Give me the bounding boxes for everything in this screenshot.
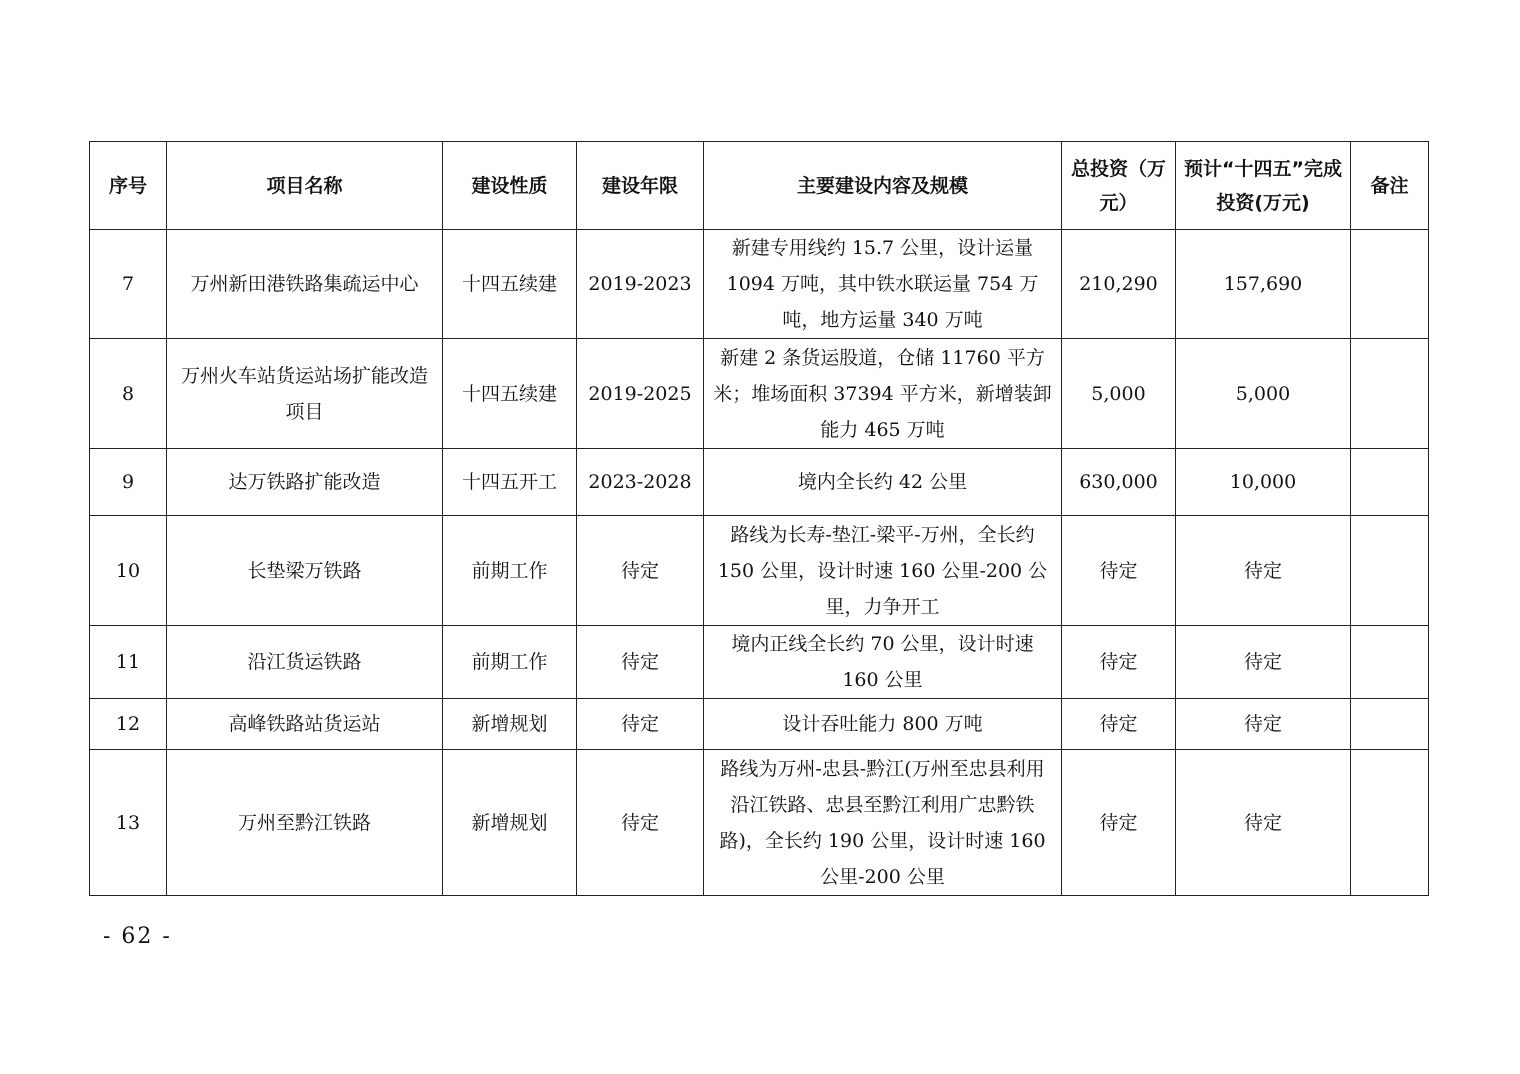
- cell-remark: [1351, 516, 1429, 626]
- cell-total-investment: 待定: [1062, 516, 1176, 626]
- cell-seq: 10: [90, 516, 167, 626]
- cell-period: 待定: [577, 516, 704, 626]
- cell-total-investment: 待定: [1062, 750, 1176, 896]
- cell-name: 沿江货运铁路: [167, 626, 443, 699]
- cell-name: 万州火车站货运站场扩能改造项目: [167, 339, 443, 449]
- table-row: [90, 750, 1429, 896]
- header-seq: 序号: [90, 142, 167, 230]
- cell-planned-investment: 10,000: [1176, 449, 1351, 516]
- cell-total-investment: 630,000: [1062, 449, 1176, 516]
- cell-seq: 7: [90, 230, 167, 339]
- header-nature: 建设性质: [443, 142, 577, 230]
- cell-nature: 新增规划: [443, 750, 577, 896]
- header-total-investment: 总投资（万元）: [1062, 142, 1176, 230]
- cell-planned-investment: 5,000: [1176, 339, 1351, 449]
- cell-remark: [1351, 626, 1429, 699]
- cell-remark: [1351, 339, 1429, 449]
- cell-remark: [1351, 750, 1429, 896]
- cell-name: 长垫梁万铁路: [167, 516, 443, 626]
- cell-content: 境内全长约 42 公里: [704, 449, 1062, 516]
- cell-nature: 新增规划: [443, 699, 577, 750]
- table-row: [90, 626, 1429, 699]
- cell-seq: 9: [90, 449, 167, 516]
- cell-planned-investment: 待定: [1176, 516, 1351, 626]
- cell-name: 高峰铁路站货运站: [167, 699, 443, 750]
- cell-planned-investment: 待定: [1176, 750, 1351, 896]
- cell-remark: [1351, 230, 1429, 339]
- header-name: 项目名称: [167, 142, 443, 230]
- cell-nature: 十四五开工: [443, 449, 577, 516]
- cell-seq: 12: [90, 699, 167, 750]
- cell-seq: 8: [90, 339, 167, 449]
- cell-remark: [1351, 449, 1429, 516]
- cell-planned-investment: 待定: [1176, 626, 1351, 699]
- page-number: - 62 -: [103, 924, 172, 949]
- cell-name: 万州至黔江铁路: [167, 750, 443, 896]
- header-content: 主要建设内容及规模: [704, 142, 1062, 230]
- cell-nature: 十四五续建: [443, 339, 577, 449]
- cell-content: 境内正线全长约 70 公里，设计时速 160 公里: [704, 626, 1062, 699]
- table-row: [90, 230, 1429, 339]
- header-period: 建设年限: [577, 142, 704, 230]
- cell-content: 新建专用线约 15.7 公里，设计运量 1094 万吨，其中铁水联运量 754 万吨，地方运量 340 万吨: [704, 230, 1062, 339]
- header-remark: 备注: [1351, 142, 1429, 230]
- table-row: [90, 699, 1429, 750]
- cell-total-investment: 210,290: [1062, 230, 1176, 339]
- cell-period: 2019-2025: [577, 339, 704, 449]
- cell-planned-investment: 157,690: [1176, 230, 1351, 339]
- table-row: [90, 339, 1429, 449]
- cell-content: 新建 2 条货运股道，仓储 11760 平方米；堆场面积 37394 平方米，新增装卸能力 465 万吨: [704, 339, 1062, 449]
- cell-content: 路线为长寿-垫江-梁平-万州，全长约 150 公里，设计时速 160 公里-200 公里，力争开工: [704, 516, 1062, 626]
- header-row: [90, 142, 1429, 230]
- cell-period: 2019-2023: [577, 230, 704, 339]
- cell-nature: 前期工作: [443, 516, 577, 626]
- cell-seq: 13: [90, 750, 167, 896]
- cell-name: 达万铁路扩能改造: [167, 449, 443, 516]
- cell-total-investment: 待定: [1062, 699, 1176, 750]
- table-row: [90, 516, 1429, 626]
- cell-nature: 十四五续建: [443, 230, 577, 339]
- cell-name: 万州新田港铁路集疏运中心: [167, 230, 443, 339]
- cell-remark: [1351, 699, 1429, 750]
- cell-content: 设计吞吐能力 800 万吨: [704, 699, 1062, 750]
- cell-total-investment: 待定: [1062, 626, 1176, 699]
- cell-period: 2023-2028: [577, 449, 704, 516]
- cell-seq: 11: [90, 626, 167, 699]
- cell-period: 待定: [577, 699, 704, 750]
- cell-period: 待定: [577, 750, 704, 896]
- cell-nature: 前期工作: [443, 626, 577, 699]
- cell-total-investment: 5,000: [1062, 339, 1176, 449]
- table-row: [90, 449, 1429, 516]
- cell-planned-investment: 待定: [1176, 699, 1351, 750]
- project-table: [89, 141, 1429, 896]
- cell-period: 待定: [577, 626, 704, 699]
- header-planned-investment: 预计“十四五”完成投资(万元): [1176, 142, 1351, 230]
- cell-content: 路线为万州-忠县-黔江(万州至忠县利用沿江铁路、忠县至黔江利用广忠黔铁路)，全长约 190 公里，设计时速 160 公里-200 公里: [704, 750, 1062, 896]
